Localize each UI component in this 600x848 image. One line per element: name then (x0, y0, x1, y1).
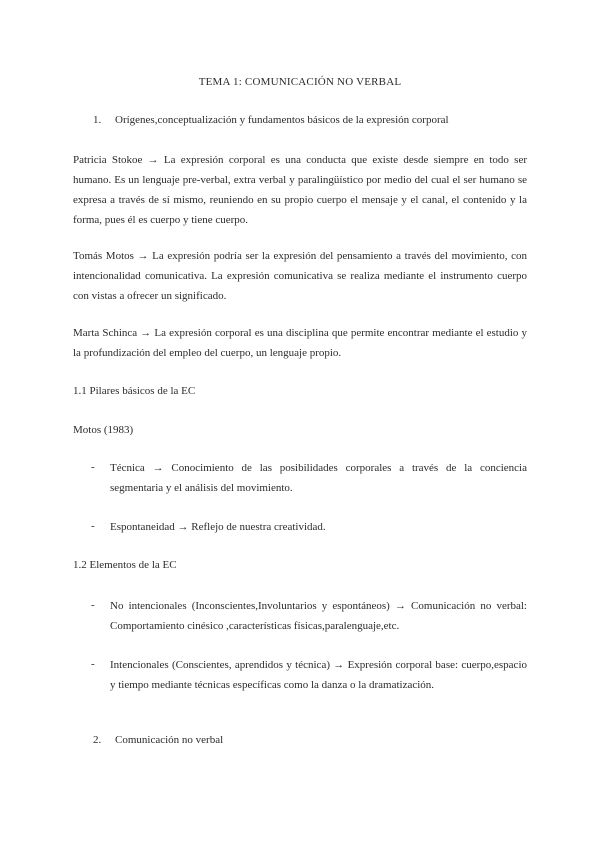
subsection-1-1-heading: 1.1 Pilares básicos de la EC (73, 385, 196, 397)
paragraph-motos: Tomás Motos → La expresión podría ser la expresión del pensamiento a través del movimiento, con intencionalidad comunicativa. La expresión comunicativa se realiza mediante el instrumento cuerpo con vistas a ofrecer un significado. (73, 250, 527, 302)
subsection-1-2-heading: 1.2 Elementos de la EC (73, 559, 177, 571)
document-title: TEMA 1: COMUNICACIÓN NO VERBAL (198, 76, 402, 88)
section-2-number: 2. (93, 734, 102, 746)
section-1-heading (93, 114, 449, 126)
list-item: Espontaneidad → Reflejo de nuestra creatividad. (110, 521, 326, 533)
bullet-mark: - (91, 658, 95, 670)
section-2-heading (93, 734, 223, 746)
section-1-label: Orígenes,conceptualización y fundamentos básicos de la expresión corporal (115, 114, 449, 126)
paragraph-stokoe: Patricia Stokoe → La expresión corporal es una conducta que existe desde siempre en todo ser humano. Es un lenguaje pre-verbal, extra verbal y paralingüístico por medio del cual el ser humano se expresa a través de sí mismo, reuniendo en su propio cuerpo el mensaje y el canal, el contenido y la forma, pues él es cuerpo y tiene cuerpo. (73, 154, 527, 226)
paragraph-schinca: Marta Schinca → La expresión corporal es una disciplina que permite encontrar mediante el estudio y la profundización del empleo del cuerpo, un lenguaje propio. (73, 327, 527, 359)
bullet-mark: - (91, 520, 95, 532)
list-item: No intencionales (Inconscientes,Involuntarios y espontáneos) → Comunicación no verbal: Comportamiento cinésico ,características físicas,paralenguaje,etc. (110, 600, 527, 632)
source-citation: Motos (1983) (73, 424, 134, 436)
bullet-mark: - (91, 599, 95, 611)
section-1-number: 1. (93, 114, 102, 126)
list-item: Intencionales (Conscientes, aprendidos y técnica) → Expresión corporal base: cuerpo,espacio y tiempo mediante técnicas específicas como la danza o la dramatización. (110, 659, 527, 691)
bullet-mark: - (91, 461, 95, 473)
section-2-label: Comunicación no verbal (115, 734, 224, 746)
list-item: Técnica → Conocimiento de las posibilidades corporales a través de la conciencia segmentaria y el análisis del movimiento. (110, 462, 527, 494)
